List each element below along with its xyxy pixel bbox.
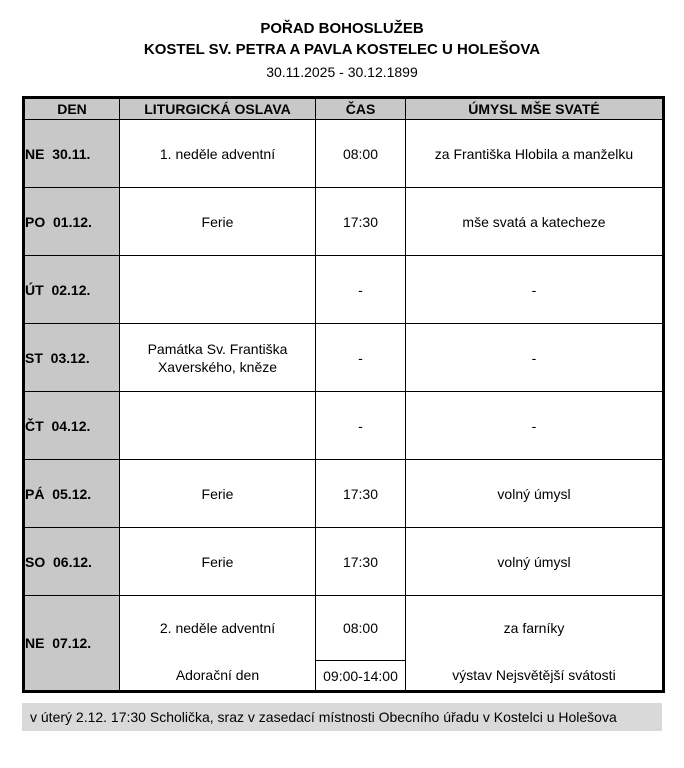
umysl-text: za Františka Hlobila a manželku bbox=[434, 145, 634, 162]
schedule-table bbox=[22, 96, 665, 693]
table-row bbox=[24, 392, 664, 460]
oslava-text: Adorační den bbox=[175, 667, 260, 683]
cas-cell bbox=[316, 324, 406, 392]
table-row bbox=[24, 324, 664, 392]
umysl-cell bbox=[406, 256, 664, 324]
column-header-den: DEN bbox=[24, 98, 120, 120]
day-cell: ČT 04.12. bbox=[24, 392, 120, 460]
oslava-cell-inner bbox=[120, 324, 315, 391]
cas-cell-inner bbox=[316, 596, 405, 690]
table-header-row bbox=[24, 98, 664, 120]
cas-text: 17:30 bbox=[342, 553, 379, 570]
table-row bbox=[24, 188, 664, 256]
oslava-cell-inner bbox=[120, 256, 315, 323]
column-header-umysl: ÚMYSL MŠE SVATÉ bbox=[406, 98, 664, 120]
umysl-text: výstav Nejsvětější svátosti bbox=[452, 667, 616, 683]
column-header-cas: ČAS bbox=[316, 98, 406, 120]
cas-cell-inner bbox=[316, 256, 405, 323]
oslava-cell bbox=[120, 392, 316, 460]
day-cell: NE 07.12. bbox=[24, 596, 120, 692]
document-title: POŘAD BOHOSLUŽEB bbox=[260, 20, 424, 37]
oslava-text bbox=[120, 256, 315, 323]
cas-cell bbox=[316, 256, 406, 324]
day-cell: ÚT 02.12. bbox=[24, 256, 120, 324]
cas-cell bbox=[316, 596, 406, 692]
umysl-cell-inner bbox=[406, 120, 662, 187]
oslava-text bbox=[120, 392, 315, 459]
cas-cell bbox=[316, 528, 406, 596]
table-row bbox=[24, 120, 664, 188]
oslava-cell bbox=[120, 120, 316, 188]
cas-text: 08:00 bbox=[342, 620, 379, 636]
cas-cell bbox=[316, 392, 406, 460]
umysl-cell bbox=[406, 460, 664, 528]
umysl-text: - bbox=[531, 417, 537, 434]
cas-cell bbox=[316, 188, 406, 256]
schedule-body bbox=[24, 120, 664, 692]
umysl-text: volný úmysl bbox=[497, 485, 571, 502]
oslava-cell-inner bbox=[120, 460, 315, 527]
table-row bbox=[24, 596, 664, 692]
cas-text: 17:30 bbox=[342, 485, 379, 502]
cas-cell-inner bbox=[316, 528, 405, 595]
oslava-cell-inner bbox=[120, 528, 315, 595]
day-cell: NE 30.11. bbox=[24, 120, 120, 188]
table-row bbox=[24, 528, 664, 596]
cas-cell-inner bbox=[316, 188, 405, 255]
umysl-text: - bbox=[531, 349, 537, 366]
cas-text: - bbox=[358, 349, 363, 366]
oslava-cell bbox=[120, 188, 316, 256]
oslava-text: 1. neděle adventní bbox=[159, 145, 276, 162]
cas-cell-inner bbox=[316, 120, 405, 187]
day-cell: SO 06.12. bbox=[24, 528, 120, 596]
umysl-cell-inner bbox=[406, 324, 662, 391]
cas-cell bbox=[316, 120, 406, 188]
table-row bbox=[24, 460, 664, 528]
umysl-cell bbox=[406, 324, 664, 392]
footer-note: v úterý 2.12. 17:30 Scholička, sraz v zasedací místnosti Obecního úřadu v Kostelci u Holešova bbox=[22, 703, 662, 731]
oslava-cell bbox=[120, 460, 316, 528]
umysl-cell-inner bbox=[406, 188, 662, 255]
umysl-cell-inner bbox=[406, 460, 662, 527]
umysl-text: mše svatá a katecheze bbox=[462, 213, 606, 230]
cas-cell-inner bbox=[316, 324, 405, 391]
oslava-cell bbox=[120, 596, 316, 692]
oslava-cell-inner bbox=[120, 392, 315, 459]
cas-cell bbox=[316, 460, 406, 528]
cas-text: 17:30 bbox=[342, 213, 379, 230]
oslava-cell-inner bbox=[120, 596, 315, 690]
oslava-text: Ferie bbox=[201, 213, 234, 230]
umysl-cell-inner bbox=[406, 596, 662, 690]
cas-text: 09:00-14:00 bbox=[316, 660, 405, 690]
oslava-cell bbox=[120, 256, 316, 324]
umysl-cell-inner bbox=[406, 528, 662, 595]
umysl-text: - bbox=[531, 281, 537, 298]
oslava-text: Ferie bbox=[201, 485, 234, 502]
cas-text: - bbox=[358, 417, 363, 434]
date-range: 30.11.2025 - 30.12.1899 bbox=[266, 64, 418, 80]
day-cell: PO 01.12. bbox=[24, 188, 120, 256]
column-header-liturgicka-oslava: LITURGICKÁ OSLAVA bbox=[120, 98, 316, 120]
document-header bbox=[22, 18, 662, 82]
oslava-cell bbox=[120, 324, 316, 392]
umysl-cell bbox=[406, 596, 664, 692]
umysl-text: volný úmysl bbox=[497, 553, 571, 570]
oslava-text: 2. neděle adventní bbox=[159, 620, 276, 636]
umysl-cell-inner bbox=[406, 392, 662, 459]
umysl-text: za farníky bbox=[503, 620, 565, 636]
umysl-cell bbox=[406, 392, 664, 460]
day-cell: PÁ 05.12. bbox=[24, 460, 120, 528]
umysl-cell bbox=[406, 528, 664, 596]
umysl-cell bbox=[406, 188, 664, 256]
umysl-cell bbox=[406, 120, 664, 188]
oslava-text: Památka Sv. Františka Xaverského, kněze bbox=[147, 340, 288, 375]
table-row bbox=[24, 256, 664, 324]
cas-cell-inner bbox=[316, 460, 405, 527]
cas-cell-inner bbox=[316, 392, 405, 459]
oslava-cell-inner bbox=[120, 188, 315, 255]
umysl-cell-inner bbox=[406, 256, 662, 323]
church-name: KOSTEL SV. PETRA A PAVLA KOSTELEC U HOLEŠOVA bbox=[143, 41, 541, 58]
cas-text: 08:00 bbox=[342, 145, 379, 162]
oslava-text: Ferie bbox=[201, 553, 234, 570]
cas-text: - bbox=[358, 281, 363, 298]
oslava-cell bbox=[120, 528, 316, 596]
oslava-cell-inner bbox=[120, 120, 315, 187]
day-cell: ST 03.12. bbox=[24, 324, 120, 392]
